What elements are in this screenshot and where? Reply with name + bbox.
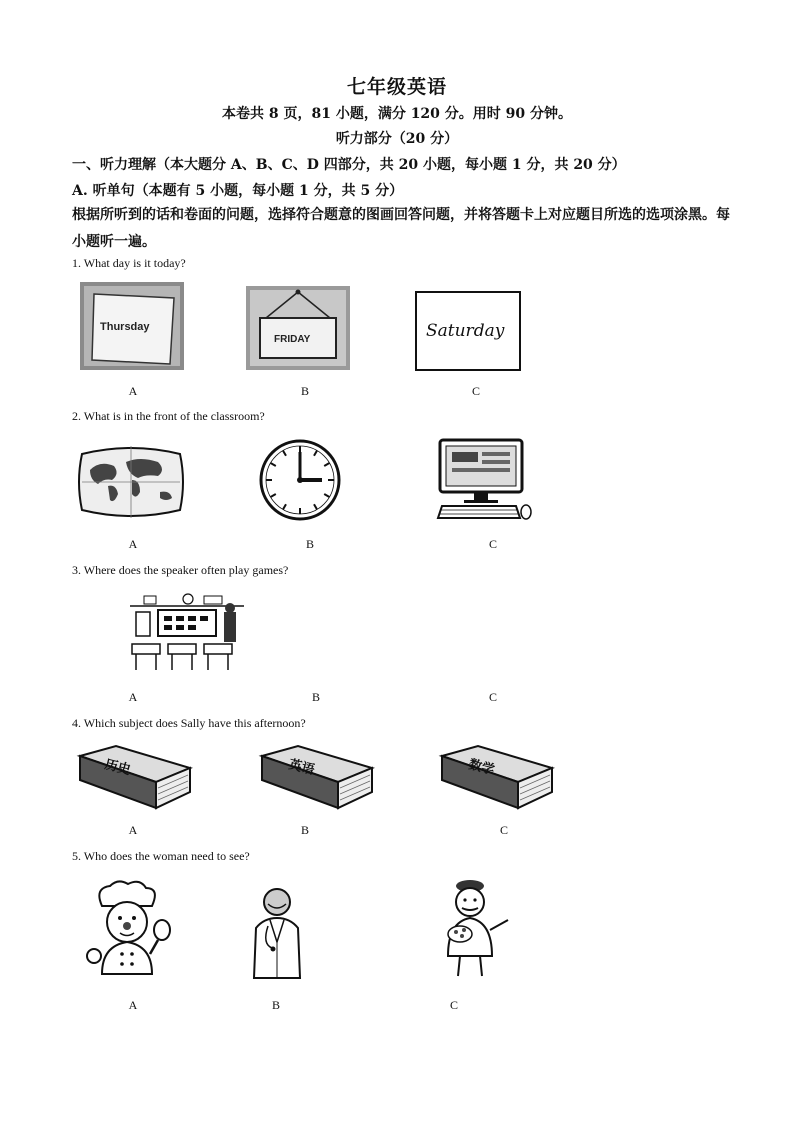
option-label: C <box>488 537 497 551</box>
section-heading: 听力部分（20 分） <box>335 131 459 147</box>
option-label: B <box>300 384 309 398</box>
option-label: B <box>305 537 314 551</box>
cook-icon <box>80 878 174 978</box>
option-label: C <box>499 823 508 837</box>
doctor-icon <box>244 882 310 980</box>
saturday-board-icon <box>414 290 522 372</box>
option-label: C <box>449 998 458 1012</box>
clock-icon <box>258 438 342 522</box>
part-heading: 一、听力理解（本大题分 A、B、C、D 四部分，共 20 小题，每小题 1 分，共 20 分） <box>72 157 626 173</box>
thursday-card-icon <box>78 280 186 372</box>
english-book-title: 英语 <box>287 757 316 779</box>
option-label: A <box>128 823 138 837</box>
option-label: A <box>128 690 138 704</box>
question-5: 5. Who does the woman need to see? <box>72 849 250 863</box>
option-label: C <box>471 384 480 398</box>
page-title: 七年级英语 <box>346 76 447 98</box>
computer-icon <box>436 438 532 522</box>
subpart-heading: A. 听单句（本题有 5 小题，每小题 1 分，共 5 分） <box>72 183 404 199</box>
instructions: 根据所听到的话和卷面的问题，选择符合题意的图画回答问题，并将答题卡上对应题目所选的选项涂黑。每小题听一遍。 <box>72 207 730 250</box>
option-label: A <box>128 998 138 1012</box>
history-book-title: 历史 <box>103 757 132 779</box>
classroom-icon <box>128 592 246 674</box>
friday-sign-icon <box>244 284 352 372</box>
question-3: 3. Where does the speaker often play games? <box>72 563 289 577</box>
world-map-icon <box>74 440 188 524</box>
exam-info: 本卷共 8 页，81 小题，满分 120 分。用时 90 分钟。 <box>221 106 573 122</box>
english-book-icon <box>258 742 376 814</box>
option-label: B <box>300 823 309 837</box>
option-label: B <box>311 690 320 704</box>
option-label: A <box>128 537 138 551</box>
math-book-icon <box>438 742 556 814</box>
question-1: 1. What day is it today? <box>72 256 186 270</box>
saturday-text: Saturday <box>426 321 505 341</box>
painter-icon <box>438 878 512 980</box>
history-book-icon <box>76 742 194 814</box>
friday-text: FRIDAY <box>274 334 311 345</box>
option-label: B <box>271 998 280 1012</box>
option-label: C <box>488 690 497 704</box>
math-book-title: 数学 <box>467 757 496 779</box>
question-2: 2. What is in the front of the classroom? <box>72 409 265 423</box>
question-4: 4. Which subject does Sally have this afternoon? <box>72 716 306 730</box>
option-label: A <box>128 384 138 398</box>
thursday-text: Thursday <box>100 321 150 333</box>
